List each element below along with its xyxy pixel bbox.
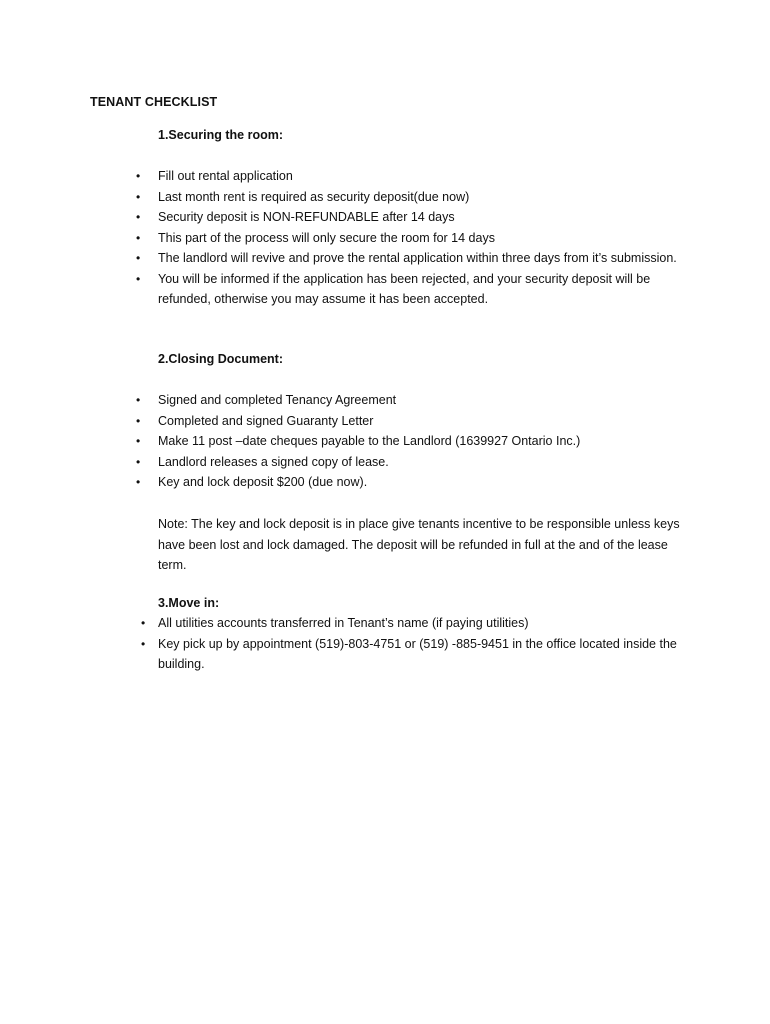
bullet-icon: • (136, 189, 141, 204)
list-item-text: All utilities accounts transferred in Tenant’s name (if paying utilities) (158, 616, 529, 630)
bullet-icon: • (141, 636, 146, 651)
bullet-icon: • (136, 169, 141, 183)
document-title: TENANT CHECKLIST (90, 95, 218, 109)
bullet-icon: • (136, 271, 141, 286)
bullet-icon: • (136, 475, 141, 489)
deposit-note: Note: The key and lock deposit is in place give tenants incentive to be responsible unless keys have been lost and lock damaged. The deposit will be refunded in full at the and of the lease term. (158, 517, 680, 572)
list-item-text: Landlord releases a signed copy of lease. (158, 454, 389, 469)
list-item-text: Key pick up by appointment (519)-803-4751 or (519) -885-9451 in the office located inside the building. (158, 636, 677, 671)
list-item (0, 411, 680, 432)
bullet-icon: • (136, 454, 141, 469)
list-item-text: Completed and signed Guaranty Letter (158, 413, 374, 428)
list-item (0, 613, 680, 634)
list-item-text: Key and lock deposit $200 (due now). (158, 475, 368, 489)
securing-room-list (0, 166, 770, 310)
bullet-icon: • (136, 393, 141, 407)
list-item (0, 472, 680, 493)
list-item-text: Security deposit is NON-REFUNDABLE after 14 days (158, 210, 455, 224)
list-item-text: Fill out rental application (158, 169, 293, 183)
closing-document-list (0, 390, 770, 493)
list-item (0, 187, 680, 208)
bullet-icon: • (136, 210, 141, 224)
bullet-icon: • (136, 413, 141, 428)
move-in-list (0, 613, 770, 675)
list-item (0, 452, 680, 473)
list-item (0, 634, 680, 675)
bullet-icon: • (136, 230, 141, 245)
list-item (0, 390, 680, 411)
bullet-icon: • (141, 616, 146, 630)
list-item-text: You will be informed if the application has been rejected, and your security deposit will be refunded, otherwise you may assume it has been accepted. (158, 271, 651, 306)
list-item (0, 166, 680, 187)
list-item (0, 431, 680, 452)
section-heading-securing-room: 1.Securing the room: (158, 128, 284, 142)
list-item-text: Last month rent is required as security deposit(due now) (158, 189, 470, 204)
bullet-icon: • (136, 251, 141, 265)
list-item (0, 228, 680, 249)
list-item (0, 248, 680, 269)
bullet-icon: • (136, 434, 141, 448)
section-heading-closing-document: 2.Closing Document: (158, 352, 284, 366)
list-item (0, 269, 680, 310)
list-item-text: This part of the process will only secure the room for 14 days (158, 230, 495, 245)
list-item (0, 207, 680, 228)
list-item-text: Signed and completed Tenancy Agreement (158, 393, 397, 407)
section-heading-move-in: 3.Move in: (158, 596, 220, 610)
list-item-text: The landlord will revive and prove the rental application within three days from it’s submission. (158, 251, 677, 265)
list-item-text: Make 11 post –date cheques payable to the Landlord (1639927 Ontario Inc.) (158, 434, 581, 448)
